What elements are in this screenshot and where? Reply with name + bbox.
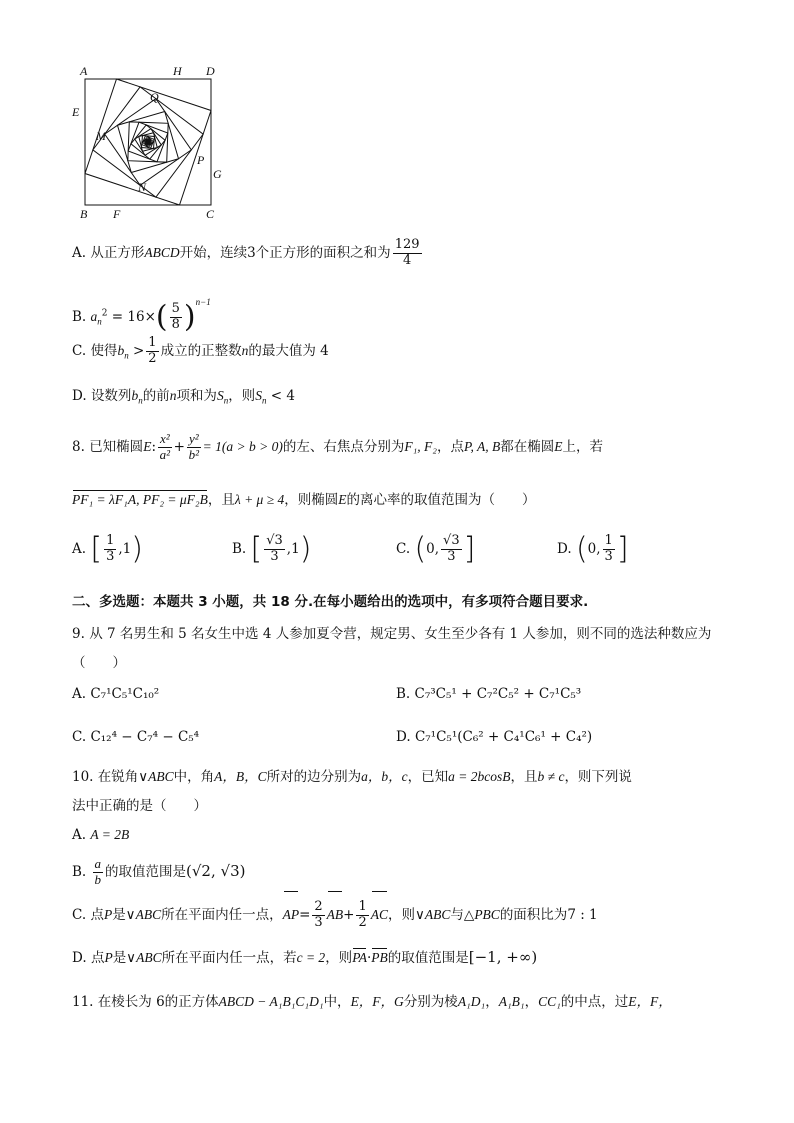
label-N: N	[138, 180, 147, 194]
fraction-129-4: $\frac{129}{4}$	[394, 237, 420, 268]
q8-option-b: B. [ $\frac{√3}{3}$ ,1)	[232, 531, 312, 567]
q8-option-c: C. (0, $\frac{√3}{3}$ ]	[396, 531, 476, 567]
label-F: F	[113, 207, 121, 221]
option-label: A.	[72, 245, 87, 261]
spiral-squares-figure	[66, 60, 236, 222]
label-Q: Q	[150, 90, 159, 104]
q9-option-d: D. C₇¹C₅¹(C₆² + C₄¹C₆¹ + C₄²)	[396, 729, 593, 745]
q10-option-b: B. $\frac{a}{b}$ 的取值范围是(√2, √3)	[72, 856, 246, 887]
q9-option-c: C. C₁₂⁴ − C₇⁴ − C₅⁴	[72, 729, 200, 745]
q10-option-c: C. 点P是∨ABC所在平面内任一点，AP= $\frac{2}{3}$ AB+ $\frac{1}{2}$ AC，则∨ABC与△PBC的面积比为7 : 1	[72, 893, 598, 937]
section-2-heading: 二、多选题：本题共 3 小题，共 18 分.在每小题给出的选项中，有多项符合题目要求.	[72, 594, 589, 610]
q7-option-a: A. 从正方形ABCD开始，连续3个正方形的面积之和为 $\frac{129}{4}$	[72, 237, 420, 268]
q10-stem-line1: 10. 在锐角∨ABC中，角A，B，C所对的边分别为a，b，c，已知a = 2bcosB，且b ≠ c，则下列说	[72, 769, 632, 785]
label-D: D	[206, 64, 215, 78]
q10-option-d: D. 点P是∨ABC所在平面内任一点，若c = 2，则PA·PB的取值范围是[−1, +∞)	[72, 948, 538, 966]
label-B: B	[80, 207, 88, 221]
q9-option-a: A. C₇¹C₅¹C₁₀²	[72, 686, 160, 702]
q8-stem-line1: 8. 已知椭圆E: $\frac{\text{x²}}{\text{a²}}$ + $\frac{\text{y²}}{\text{b²}}$ = 1(a > b > 0)的左、右焦点分别为F₁, F₂，点P, A, B都在椭圆E上，若	[72, 431, 604, 462]
label-C: C	[206, 207, 215, 221]
q8-stem-line2: PF₁ = λF₁A, PF₂ = μF₂B，且λ + μ ≥ 4，则椭圆E的离心率的取值范围为（ ）	[72, 492, 536, 508]
label-M: M	[96, 129, 106, 143]
q10-stem-line2: 法中正确的是（ ）	[72, 798, 207, 814]
q11-stem: 11. 在棱长为 6的正方体ABCD − A₁B₁C₁D₁中，E，F，G分别为棱A₁D₁，A₁B₁，CC₁的中点，过E，F，	[72, 994, 672, 1010]
q9-stem: 9. 从 7 名男生和 5 名女生中选 4 人参加夏令营，规定男、女生至少各有 1 人参加，则不同的选法种数应为	[72, 626, 712, 642]
label-A: A	[80, 64, 88, 78]
q8-option-d: D. (0, $\frac{1}{3}$ ]	[557, 531, 629, 567]
q7-option-b: B. $a_n^2 = 16\times$( $\frac{5}{8}$ )$^{n-1}$	[72, 297, 211, 335]
label-P: P	[197, 153, 205, 167]
label-E: E	[72, 105, 80, 119]
label-G: G	[213, 167, 222, 181]
q9-paren: （ ）	[72, 655, 126, 671]
spiral-square	[147, 141, 148, 142]
q7-option-c: C. 使得$b_n$ > $\frac{1}{2}$ 成立的正整数n的最大值为 4	[72, 335, 329, 366]
q7-option-d: D. 设数列$b_n$的前n项和为$S_n$，则$S_n < 4$	[72, 388, 295, 406]
q8-option-a: A. [ $\frac{1}{3}$ ,1)	[72, 531, 143, 567]
q9-option-b: B. C₇³C₅¹ + C₇²C₅² + C₇¹C₅³	[396, 686, 582, 702]
q10-option-a: A. A = 2B	[72, 827, 130, 843]
label-H: H	[173, 64, 182, 78]
